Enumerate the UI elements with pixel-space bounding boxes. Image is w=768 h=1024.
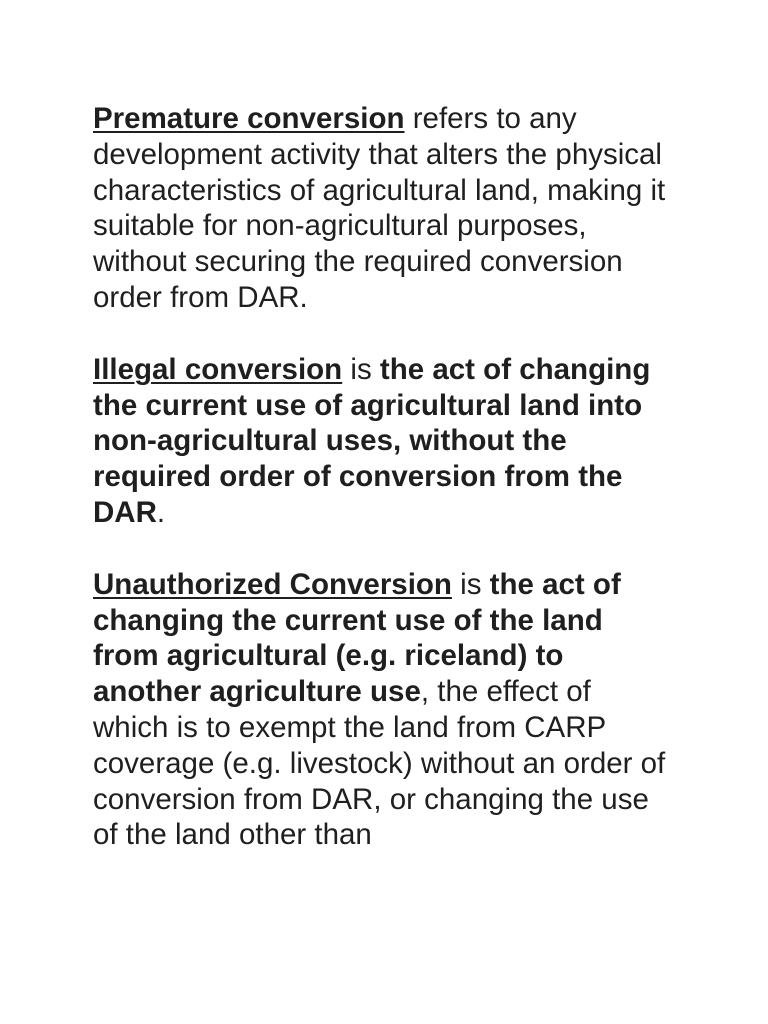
definition-text: refers to any development activity that alters the physical characteristics of agricultural land, making it suitable for non-agricultural purposes, without securing the required conversion order from DAR. xyxy=(93,102,666,314)
definition-tail-text: . xyxy=(156,495,166,529)
paragraph-premature-conversion xyxy=(93,101,673,316)
paragraph-illegal-conversion xyxy=(93,352,673,531)
document-page xyxy=(93,101,673,889)
connector-text: is xyxy=(342,352,380,386)
term-illegal-conversion: Illegal conversion xyxy=(93,352,343,386)
term-premature-conversion: Premature conversion xyxy=(93,102,405,135)
paragraph-unauthorized-conversion xyxy=(93,567,673,853)
definition-tail-text: , the effect of which is to exempt the land from CARP coverage (e.g. livestock) without an order of conversion from DAR, or changing the use of the land other than xyxy=(93,675,666,852)
term-unauthorized-conversion: Unauthorized Conversion xyxy=(93,567,452,601)
definition-bold-text: the act of changing the current use of agricultural land into non-agricultural uses, without the required order of conversion from the DAR xyxy=(93,352,651,529)
definition-bold-text: the act of changing the current use of the land from agricultural (e.g. riceland) to another agriculture use xyxy=(93,567,621,709)
connector-text: is xyxy=(451,567,490,601)
